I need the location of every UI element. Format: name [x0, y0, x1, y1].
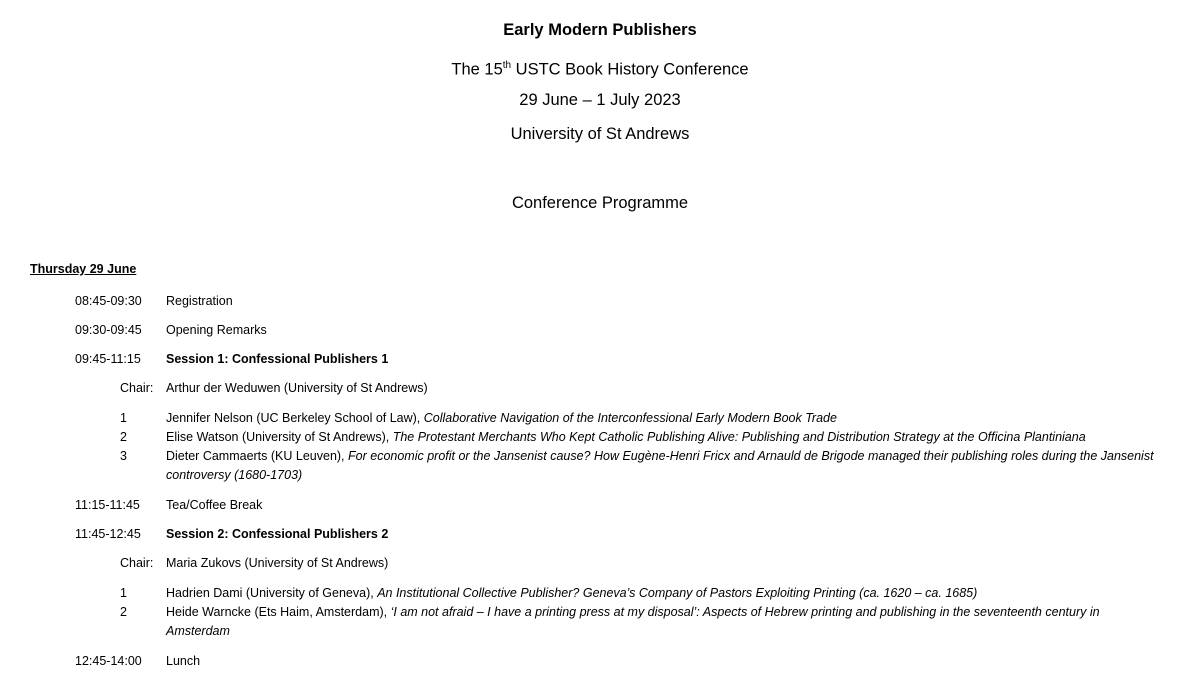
paper-author: Jennifer Nelson (UC Berkeley School of Law),: [166, 411, 424, 425]
chair-label: Chair:: [120, 556, 154, 570]
programme-heading: Conference Programme: [511, 194, 689, 212]
paper-author: Elise Watson (University of St Andrews),: [166, 430, 393, 444]
time-slot: 12:45-14:00: [75, 654, 142, 668]
event-label: Lunch: [166, 654, 201, 668]
paper-number: 2: [120, 605, 127, 619]
conference-subtitle: [0, 56, 1200, 80]
paper-number: 3: [120, 449, 127, 463]
paper-author: Hadrien Dami (University of Geneva),: [166, 586, 378, 600]
paper-title: An Institutional Collective Publisher? Geneva’s Company of Pastors Exploiting Printing (ca. 1620 – ca. 1685): [377, 586, 978, 600]
chair-name: Maria Zukovs (University of St Andrews): [166, 556, 389, 570]
session-title: Session 2: Confessional Publishers 2: [166, 527, 389, 541]
time-slot: 09:30-09:45: [75, 323, 142, 337]
paper-entry: [166, 447, 1166, 485]
session-title: Session 1: Confessional Publishers 1: [166, 352, 389, 366]
subtitle-prefix: The 15: [451, 60, 503, 79]
paper-title: Collaborative Navigation of the Interconfessional Early Modern Book Trade: [423, 411, 837, 425]
chair-label: Chair:: [120, 381, 154, 395]
subtitle-suffix: USTC Book History Conference: [511, 60, 749, 79]
time-slot: 09:45-11:15: [75, 352, 141, 366]
paper-title: ‘I am not afraid – I have a printing press at my disposal’: Aspects of Hebrew printing and publishing in the seventeenth century in Amsterdam: [166, 605, 1100, 638]
event-label: Opening Remarks: [166, 323, 267, 337]
paper-author: Dieter Cammaerts (KU Leuven),: [166, 449, 349, 463]
paper-entry: [166, 428, 1166, 447]
conference-dates: 29 June – 1 July 2023: [519, 91, 681, 109]
paper-entry: [166, 603, 1166, 641]
event-label: Tea/Coffee Break: [166, 498, 263, 512]
paper-number: 2: [120, 430, 127, 444]
time-slot: 08:45-09:30: [75, 294, 142, 308]
event-label: Registration: [166, 294, 233, 308]
paper-entry: [166, 409, 1166, 428]
time-slot: 11:45-12:45: [75, 527, 141, 541]
day-heading: Thursday 29 June: [30, 262, 137, 276]
paper-title: For economic profit or the Jansenist cause? How Eugène-Henri Fricx and Arnauld de Brigode managed their publishing roles during the Jansenist controversy (1680-1703): [166, 449, 1154, 482]
paper-entry: [166, 584, 1166, 603]
document-title: Early Modern Publishers: [503, 21, 697, 39]
paper-title: The Protestant Merchants Who Kept Catholic Publishing Alive: Publishing and Distribution Strategy at the Officina Plantiniana: [392, 430, 1086, 444]
paper-number: 1: [120, 411, 127, 425]
paper-author: Heide Warncke (Ets Haim, Amsterdam),: [166, 605, 391, 619]
time-slot: 11:15-11:45: [75, 498, 140, 512]
paper-number: 1: [120, 586, 127, 600]
conference-venue: University of St Andrews: [510, 125, 690, 143]
chair-name: Arthur der Weduwen (University of St Andrews): [166, 381, 428, 395]
subtitle-superscript: th: [502, 60, 512, 71]
